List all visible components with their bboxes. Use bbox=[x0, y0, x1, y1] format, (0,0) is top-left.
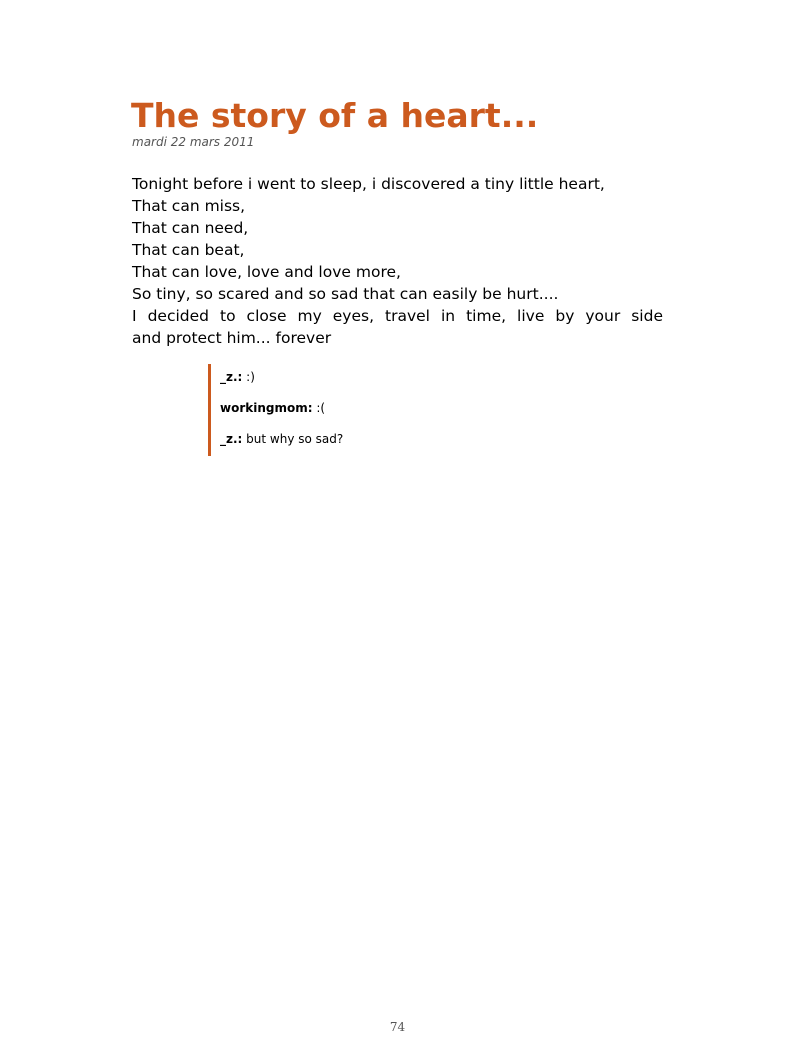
comment-author: workingmom: bbox=[220, 401, 313, 415]
comment-author: _z.: bbox=[220, 432, 243, 446]
comment bbox=[220, 400, 508, 416]
post-line: So tiny, so scared and so sad that can easily be hurt.... bbox=[132, 285, 559, 303]
comment-text: :( bbox=[312, 401, 326, 415]
comment bbox=[220, 369, 508, 385]
page-number: 74 bbox=[389, 1020, 406, 1034]
post-line: I decided to close my eyes, travel in time, live by your side bbox=[132, 307, 663, 325]
comment-text: but why so sad? bbox=[242, 432, 344, 446]
comment-text: :) bbox=[242, 370, 255, 384]
post-line: and protect him... forever bbox=[132, 329, 332, 347]
post-line: That can love, love and love more, bbox=[132, 263, 401, 281]
post-line: Tonight before i went to sleep, i discovered a tiny little heart, bbox=[132, 175, 605, 193]
post-line: That can need, bbox=[132, 219, 249, 237]
comment-author: _z.: bbox=[220, 370, 243, 384]
post-line: That can miss, bbox=[132, 197, 246, 215]
comments-section bbox=[208, 364, 508, 456]
post-line: That can beat, bbox=[132, 241, 245, 259]
post-date: mardi 22 mars 2011 bbox=[132, 135, 255, 149]
post-body bbox=[132, 173, 663, 349]
post-title: The story of a heart... bbox=[131, 96, 539, 135]
comment bbox=[220, 431, 508, 447]
